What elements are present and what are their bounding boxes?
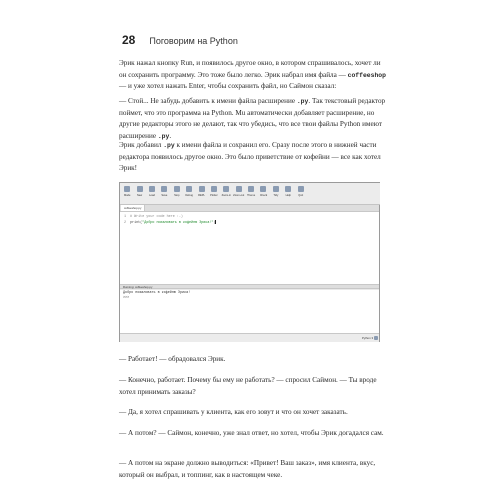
toolbar-label: Debug <box>185 194 193 197</box>
stop-icon <box>174 186 180 192</box>
toolbar-button-check[interactable] <box>257 183 269 204</box>
paragraph-2-text: — Стой... Не забудь добавить к имени файла расширение <box>119 97 297 105</box>
toolbar-button-quit[interactable] <box>294 183 306 204</box>
paragraph-8: — А потом на экране должно выводиться: «Привет! Ваш заказ», имя клиента, вкус, который он выбрал, и топпинг, как в настоящем чеке. <box>119 459 376 479</box>
check-icon <box>260 186 266 192</box>
code-function: print( <box>130 220 143 225</box>
toolbar-label: Stop <box>174 194 180 197</box>
toolbar-label: Help <box>285 194 291 197</box>
code-string: "Добро пожаловать в кофейню Эрика!" <box>142 220 214 225</box>
toolbar-button-save[interactable] <box>158 183 170 204</box>
paragraph-3-text: Эрик добавил <box>119 141 164 149</box>
code-comment: # Write your code here :-) <box>130 215 183 219</box>
toolbar-label: Plotter <box>210 194 218 197</box>
toolbar-button-zoom-in[interactable] <box>220 183 232 204</box>
toolbar-label: New <box>136 194 143 197</box>
toolbar-label: Quit <box>298 194 304 197</box>
toolbar-label: Check <box>259 194 268 197</box>
toolbar-label: Mode <box>123 194 131 197</box>
page-number: 28 <box>122 33 136 47</box>
tab-coffeeshop[interactable]: coffeeshop.py <box>121 205 145 211</box>
toolbar-label: Load <box>149 194 155 197</box>
toolbar-label: Zoom-in <box>221 194 232 197</box>
repl-icon <box>199 186 205 192</box>
paragraph-1-text: Эрик нажал кнопку Run, и появилось другое окно, в котором спрашивалось, хочет ли он сохранить программу. Это тоже было легко. Эрик набрал имя файла — <box>119 59 381 79</box>
plotter-icon <box>211 186 217 192</box>
file-tab-bar <box>120 205 379 212</box>
inline-code: .py <box>296 98 309 105</box>
inline-code: coffeeshop <box>347 71 386 79</box>
shell-output-line: Добро пожаловать в кофейню Эрика! <box>123 291 191 295</box>
zoom-out-icon <box>236 186 242 192</box>
text-cursor <box>215 220 216 224</box>
line-number: 1 <box>124 215 127 219</box>
debug-icon <box>186 186 192 192</box>
paragraph-2-text-mid: . Так текстовый редактор поймет, что это программа на Python. Mu автоматически добавляет расширение, но другие редакторы этого не делают, так что убедись, что все твои файлы Python имеют расширение <box>119 97 386 141</box>
paragraph-2 <box>119 96 387 143</box>
line-number: 2 <box>124 220 127 225</box>
tidy-icon <box>273 186 279 192</box>
toolbar-button-repl[interactable] <box>195 183 207 204</box>
code-paren: ) <box>213 220 216 225</box>
toolbar-button-new[interactable] <box>133 183 145 204</box>
help-icon <box>285 186 291 192</box>
toolbar-button-mode[interactable] <box>121 183 133 204</box>
paragraph-7: — А потом? — Саймон, конечно, уже знал ответ, но хотел, чтобы Эрик догадался сам. <box>119 429 384 437</box>
zoom-in-icon <box>223 186 229 192</box>
toolbar-button-load[interactable] <box>146 183 158 204</box>
output-pane[interactable] <box>120 290 379 333</box>
editor-toolbar <box>120 183 380 205</box>
status-mode: Python 3 <box>361 336 373 340</box>
toolbar-label: Theme <box>247 194 256 197</box>
chapter-title: Поговорим на Python <box>149 36 238 46</box>
paragraph-3-text-end: к имени файла и сохранил его. Сразу после этого в нижней части редактора появилось другое окно. Это было приветствие от кофейни — все как хотел Эрик! <box>119 141 381 173</box>
mode-icon <box>124 186 130 192</box>
paragraph-2-text-end: . <box>169 132 172 141</box>
toolbar-button-help[interactable] <box>282 183 294 204</box>
paragraph-5: — Конечно, работает. Почему бы ему не работать? — спросил Саймон. — Ты вроде хотел принимать заказы? <box>119 376 377 396</box>
new-file-icon <box>137 186 143 192</box>
toolbar-label: Zoom-out <box>233 194 245 197</box>
quit-icon <box>298 186 304 192</box>
paragraph-4: — Работает! — обрадовался Эрик. <box>119 355 226 363</box>
status-bar <box>120 333 379 342</box>
load-icon <box>149 186 155 192</box>
toolbar-button-stop[interactable] <box>171 183 183 204</box>
toolbar-button-debug[interactable] <box>183 183 195 204</box>
shell-pane-title: Running: coffeeshop.py <box>120 284 379 289</box>
toolbar-label: Save <box>161 194 168 197</box>
inline-code: .py <box>163 142 175 149</box>
toolbar-button-tidy[interactable] <box>270 183 282 204</box>
settings-icon[interactable] <box>374 336 378 340</box>
code-line <box>124 220 216 225</box>
page-header <box>122 33 238 49</box>
paragraph-1 <box>119 58 387 93</box>
inline-code: .py <box>157 133 170 141</box>
code-editor[interactable] <box>120 212 379 284</box>
paragraph-3 <box>119 140 387 175</box>
toolbar-button-plotter[interactable] <box>208 183 220 204</box>
paragraph-1-text-end: — и уже хотел нажать Enter, чтобы сохранить файл, но Саймон сказал: <box>119 82 337 91</box>
paragraph-6: — Да, я хотел спрашивать у клиента, как его зовут и что он хочет заказать. <box>119 408 348 416</box>
save-icon <box>161 186 167 192</box>
mu-editor-screenshot <box>119 182 380 342</box>
shell-prompt: >>> <box>123 296 130 300</box>
theme-icon <box>248 186 254 192</box>
toolbar-label: REPL <box>198 194 205 197</box>
toolbar-label: Tidy <box>273 194 279 197</box>
toolbar-button-theme[interactable] <box>245 183 257 204</box>
toolbar-button-zoom-out[interactable] <box>233 183 245 204</box>
